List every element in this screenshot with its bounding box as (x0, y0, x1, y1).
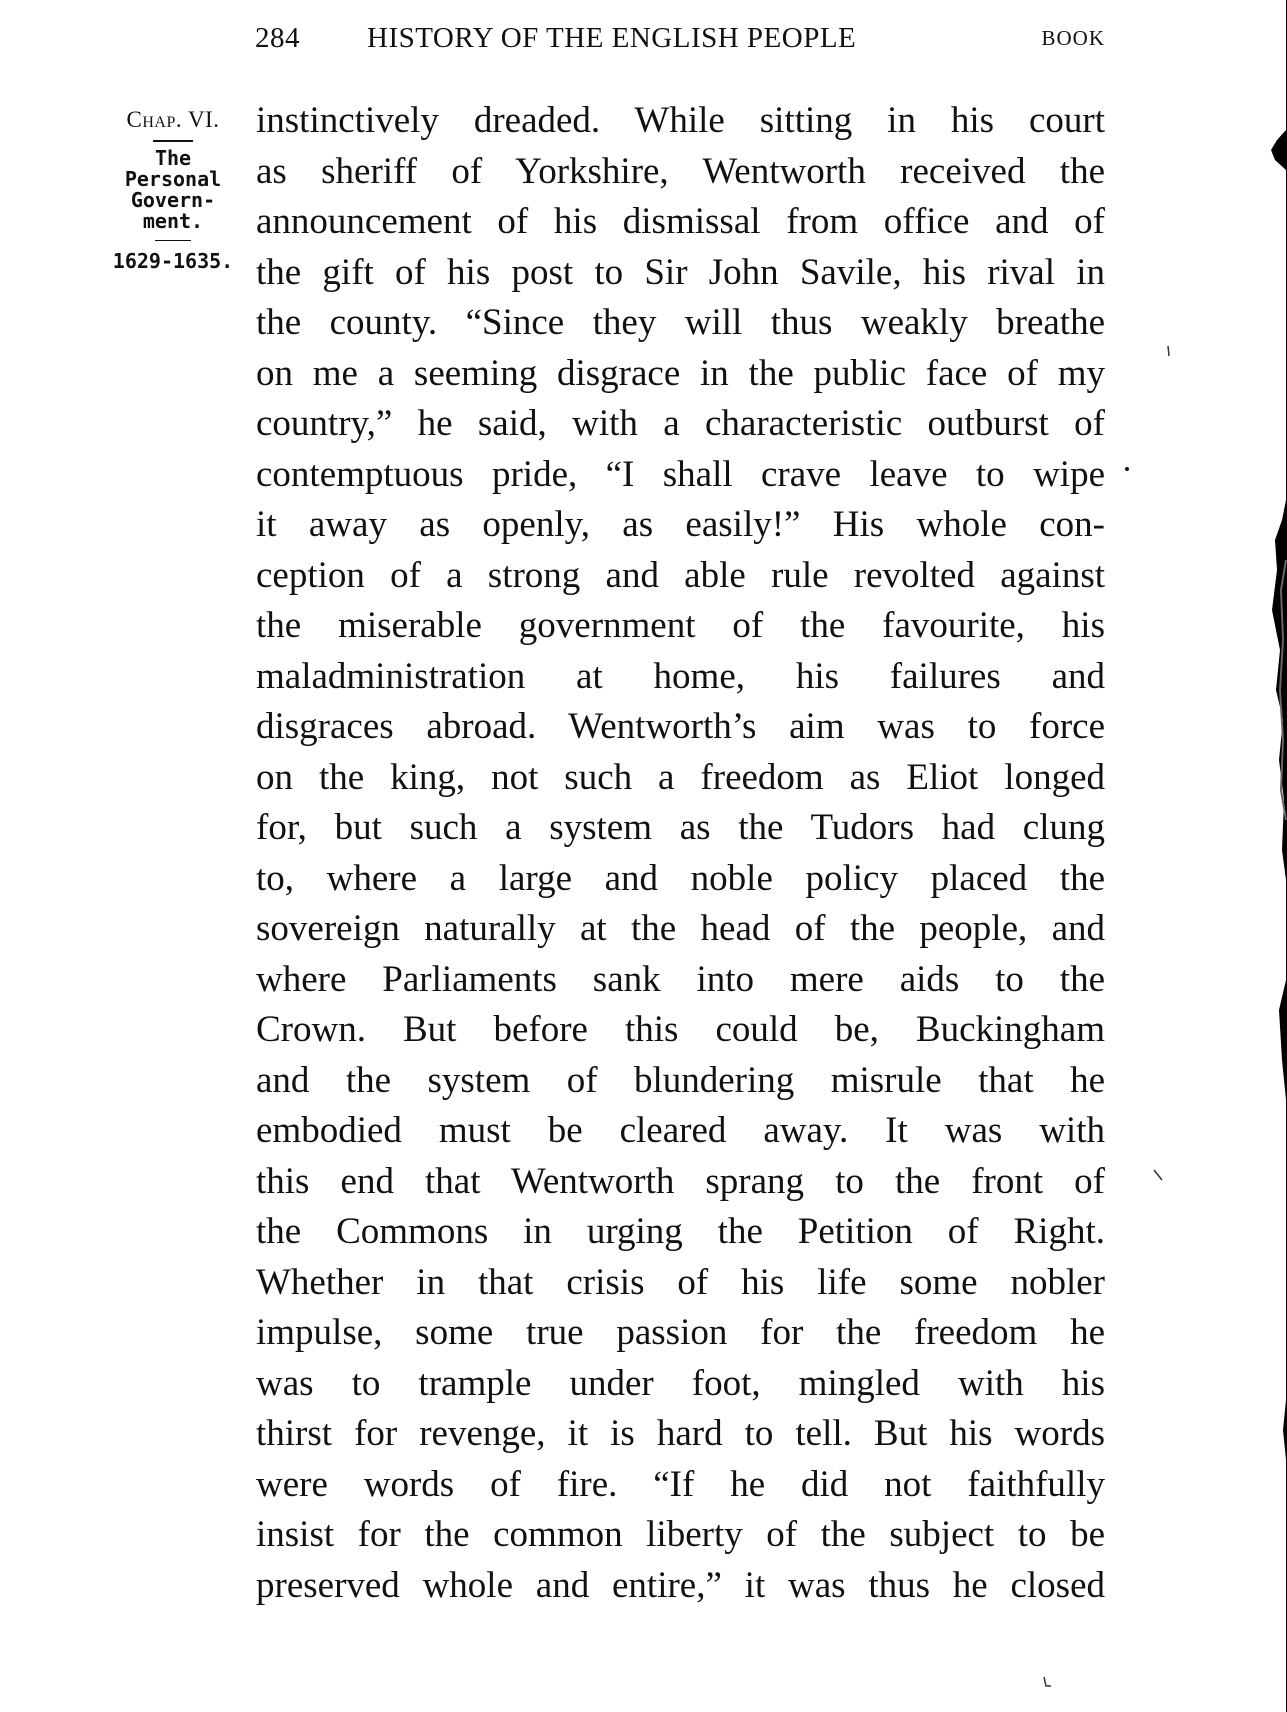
text-line: this end that Wentworth sprang to the front of (256, 1160, 1105, 1202)
topic-line: Govern- (130, 188, 216, 212)
topic-line: The (154, 146, 192, 170)
text-line: the gift of his post to Sir John Savile, his rival in (256, 251, 1105, 293)
text-line: it away as openly, as easily!” His whole con- (256, 504, 1105, 545)
text-line: thirst for revenge, it is hard to tell. But his words (256, 1413, 1105, 1454)
text-line: country,” he said, with a characteristic outburst of (256, 403, 1105, 444)
speck (1125, 467, 1129, 471)
book-label: BOOK (1041, 26, 1105, 50)
chapter-label: Chap. VI. (126, 107, 220, 132)
topic-line: ment. (142, 209, 204, 233)
text-line: instinctively dreaded. While sitting in his court (256, 100, 1105, 141)
text-line: and the system of blundering misrule that he (256, 1059, 1105, 1101)
text-line: ception of a strong and able rule revolted against (256, 554, 1105, 596)
text-line: where Parliaments sank into mere aids to the (256, 958, 1105, 1000)
text-line: was to trample under foot, mingled with his (256, 1362, 1105, 1404)
topic-line: Personal (124, 167, 222, 191)
text-line: as sheriff of Yorkshire, Wentworth received the (256, 150, 1105, 192)
text-line: to, where a large and noble policy placed the (256, 857, 1105, 899)
text-line: the county. “Since they will thus weakly breathe (256, 302, 1105, 343)
speck (1168, 346, 1169, 356)
text-line: impulse, some true passion for the freedom he (256, 1312, 1105, 1353)
text-line: the Commons in urging the Petition of Right. (256, 1211, 1105, 1252)
date-range: 1629-1635. (112, 249, 234, 273)
speck (1044, 1677, 1051, 1686)
text-line: contemptuous pride, “I shall crave leave to wipe (256, 453, 1105, 495)
text-line: embodied must be cleared away. It was with (256, 1110, 1105, 1151)
running-title: HISTORY OF THE ENGLISH PEOPLE (367, 22, 857, 54)
text-line: for, but such a system as the Tudors had clung (256, 807, 1105, 848)
text-line: preserved whole and entire,” it was thus he closed (256, 1564, 1105, 1606)
text-line: disgraces abroad. Wentworth’s aim was to force (256, 706, 1105, 747)
text-line: sovereign naturally at the head of the people, and (256, 908, 1105, 949)
text-line: announcement of his dismissal from office and of (256, 201, 1105, 242)
text-line: on me a seeming disgrace in the public face of my (256, 352, 1105, 394)
text-line: were words of fire. “If he did not faithfully (256, 1463, 1105, 1505)
text-line: insist for the common liberty of the subject to be (256, 1514, 1105, 1555)
page-number: 284 (255, 22, 300, 54)
text-line: Crown. But before this could be, Buckingham (256, 1009, 1105, 1050)
text-line: the miserable government of the favourite, his (256, 605, 1105, 646)
text-line: on the king, not such a freedom as Eliot longed (256, 756, 1105, 798)
text-line: maladministration at home, his failures and (256, 655, 1105, 697)
speck (1154, 1170, 1162, 1180)
text-line: Whether in that crisis of his life some nobler (256, 1261, 1105, 1303)
